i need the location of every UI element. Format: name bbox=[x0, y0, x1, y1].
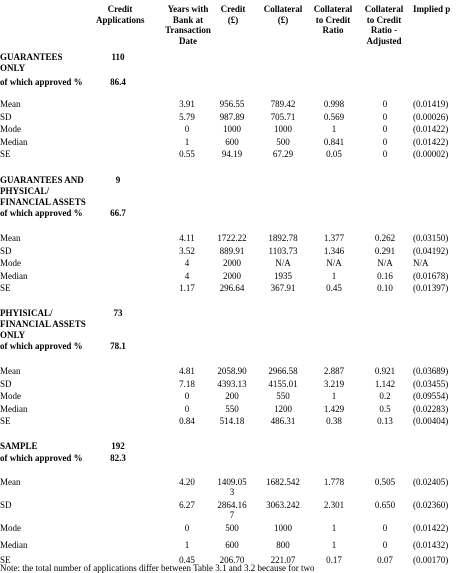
cell-years: 0.55 bbox=[179, 149, 195, 159]
row-label: Mean bbox=[0, 99, 21, 109]
cell-implied: (0.09554) bbox=[413, 391, 449, 401]
section-title: GUARANTEES ONLY bbox=[0, 52, 63, 73]
cell-ratio-adj: 0.07 bbox=[377, 555, 393, 565]
cell-ratio-adj: 0 bbox=[382, 523, 388, 533]
cell-credit: 94.19 bbox=[221, 149, 243, 159]
cell-implied: (0.03455) bbox=[413, 378, 449, 389]
section-count: 73 bbox=[113, 308, 123, 318]
cell-ratio: 1.346 bbox=[323, 245, 345, 256]
cell-years: 3.52 bbox=[179, 245, 195, 256]
cell-ratio: 0.998 bbox=[323, 99, 345, 109]
cell-collateral: 500 bbox=[276, 136, 290, 147]
cell-credit: 550 bbox=[225, 403, 239, 414]
row-label: Mode bbox=[0, 391, 21, 401]
cell-years: 0.45 bbox=[179, 555, 195, 565]
cell-credit: 2864.16 7 bbox=[217, 500, 247, 520]
cell-credit: 1409.05 3 bbox=[217, 477, 247, 497]
header-collateral-credit-ratio: Collateral to Credit Ratio bbox=[313, 4, 353, 35]
cell-years: 4 bbox=[184, 270, 190, 281]
cell-ratio: 2.887 bbox=[323, 366, 345, 376]
cell-ratio: 0.05 bbox=[326, 149, 342, 159]
row-label: Mean bbox=[0, 366, 21, 376]
cell-collateral: 1103.73 bbox=[268, 245, 298, 256]
table-note: Note: the total number of applications differ between Table 3.1 and 3.2 because for two bbox=[0, 563, 315, 573]
header-years-with-bank: Years with Bank at Transaction Date bbox=[165, 4, 211, 46]
approved-percent: 66.7 bbox=[110, 208, 126, 218]
row-label: Mean bbox=[0, 477, 21, 487]
row-label: SD bbox=[0, 378, 12, 389]
cell-implied: (0.02405) bbox=[413, 477, 449, 487]
approved-percent: 82.3 bbox=[110, 453, 126, 463]
cell-ratio: 0.17 bbox=[326, 555, 342, 565]
row-label: Median bbox=[0, 136, 28, 147]
cell-collateral: 221.07 bbox=[270, 555, 296, 565]
cell-years: 4.81 bbox=[179, 366, 195, 376]
row-label: SE bbox=[0, 283, 11, 293]
cell-collateral: 3063.242 bbox=[266, 500, 300, 510]
section-count: 9 bbox=[115, 175, 121, 185]
cell-credit: 4393.13 bbox=[217, 378, 247, 389]
cell-ratio-adj: 0.13 bbox=[377, 416, 393, 426]
cell-credit: 1000 bbox=[223, 124, 241, 134]
cell-collateral: 1000 bbox=[274, 124, 292, 134]
cell-ratio-adj: 0.16 bbox=[377, 270, 393, 281]
row-label: Median bbox=[0, 270, 28, 281]
cell-years: 0 bbox=[184, 523, 190, 533]
cell-years: 0 bbox=[184, 391, 190, 401]
section-count: 192 bbox=[111, 441, 125, 451]
row-label: Mode bbox=[0, 523, 21, 533]
cell-ratio-adj: 0.2 bbox=[379, 391, 391, 401]
cell-credit: 200 bbox=[225, 391, 239, 401]
cell-implied: (0.00026) bbox=[413, 111, 449, 122]
row-label: SD bbox=[0, 245, 12, 256]
cell-years: 3.91 bbox=[179, 99, 195, 109]
cell-ratio-adj: 0.5 bbox=[379, 403, 391, 414]
cell-ratio-adj: 0 bbox=[382, 149, 388, 159]
cell-ratio: 1.377 bbox=[323, 233, 345, 243]
cell-implied: (0.04192) bbox=[413, 245, 449, 256]
cell-years: 5.79 bbox=[179, 111, 195, 122]
cell-implied: (0.01678) bbox=[413, 270, 449, 281]
cell-ratio: 2.301 bbox=[323, 500, 345, 510]
cell-implied: (0.00170) bbox=[413, 555, 449, 565]
cell-collateral: 1200 bbox=[274, 403, 292, 414]
header-credit: Credit (£) bbox=[220, 4, 246, 25]
cell-credit: 600 bbox=[225, 136, 239, 147]
row-label: Mode bbox=[0, 124, 21, 134]
section-title: SAMPLE bbox=[0, 441, 38, 451]
row-label: SE bbox=[0, 149, 11, 159]
cell-collateral: 1935 bbox=[274, 270, 292, 281]
cell-years: 7.18 bbox=[179, 378, 195, 389]
cell-ratio-adj: 0 bbox=[382, 111, 388, 122]
cell-years: 0.84 bbox=[179, 416, 195, 426]
cell-collateral: 4155.01 bbox=[268, 378, 298, 389]
cell-collateral: 486.31 bbox=[270, 416, 296, 426]
cell-implied: (0.02283) bbox=[413, 403, 449, 414]
cell-years: 1 bbox=[184, 540, 190, 550]
cell-implied: (0.01422) bbox=[413, 523, 449, 533]
row-label: SE bbox=[0, 555, 11, 565]
section-count: 110 bbox=[111, 52, 125, 62]
row-label: SD bbox=[0, 111, 12, 122]
cell-credit: 2000 bbox=[223, 270, 241, 281]
approved-label: of which approved % bbox=[0, 77, 83, 87]
cell-ratio-adj: 0 bbox=[382, 136, 388, 147]
cell-years: 4 bbox=[184, 258, 190, 268]
cell-collateral: N/A bbox=[275, 258, 291, 268]
cell-collateral: 705.71 bbox=[270, 111, 296, 122]
cell-ratio: 1 bbox=[331, 523, 337, 533]
row-label: SE bbox=[0, 416, 11, 426]
approved-label: of which approved % bbox=[0, 453, 83, 463]
row-label: Mean bbox=[0, 233, 21, 243]
cell-collateral: 67.29 bbox=[272, 149, 294, 159]
cell-credit: 1722.22 bbox=[217, 233, 247, 243]
cell-implied: N/A bbox=[413, 258, 429, 268]
cell-ratio-adj: 0 bbox=[382, 124, 388, 134]
cell-ratio: 1.778 bbox=[323, 477, 345, 487]
cell-years: 4.20 bbox=[179, 477, 195, 487]
cell-credit: 889.91 bbox=[219, 245, 245, 256]
cell-ratio-adj: 0.921 bbox=[374, 366, 396, 376]
approved-percent: 78.1 bbox=[110, 341, 126, 351]
row-label: SD bbox=[0, 500, 12, 510]
cell-ratio-adj: 0 bbox=[382, 540, 388, 550]
cell-ratio-adj: 0.262 bbox=[374, 233, 396, 243]
cell-implied: (0.01432) bbox=[413, 540, 449, 550]
cell-collateral: 789.42 bbox=[270, 99, 296, 109]
section-title: GUARANTEES AND PHYSICAL/ FINANCIAL ASSETS bbox=[0, 175, 86, 207]
cell-collateral: 2966.58 bbox=[268, 366, 298, 376]
cell-ratio: N/A bbox=[326, 258, 342, 268]
cell-credit: 206.70 bbox=[219, 555, 245, 565]
cell-collateral: 550 bbox=[276, 391, 290, 401]
cell-years: 4.11 bbox=[179, 233, 195, 243]
cell-years: 1.17 bbox=[179, 283, 195, 293]
cell-years: 1 bbox=[184, 136, 190, 147]
cell-credit: 514.18 bbox=[219, 416, 245, 426]
cell-ratio: 0.841 bbox=[323, 136, 345, 147]
cell-ratio: 1 bbox=[331, 391, 337, 401]
cell-years: 6.27 bbox=[179, 500, 195, 510]
cell-collateral: 1000 bbox=[274, 523, 292, 533]
cell-credit: 2000 bbox=[223, 258, 241, 268]
cell-implied: (0.01419) bbox=[413, 99, 449, 109]
cell-collateral: 1682.542 bbox=[266, 477, 300, 487]
row-label: Mode bbox=[0, 258, 21, 268]
cell-ratio-adj: N/A bbox=[377, 258, 393, 268]
cell-ratio: 3.219 bbox=[323, 378, 345, 389]
cell-ratio: 1 bbox=[331, 124, 337, 134]
cell-implied: (0.01422) bbox=[413, 136, 449, 147]
cell-implied: (0.00002) bbox=[413, 149, 449, 159]
cell-implied: (0.01397) bbox=[413, 283, 449, 293]
cell-credit: 987.89 bbox=[219, 111, 245, 122]
approved-percent: 86.4 bbox=[110, 77, 126, 87]
cell-implied: (0.01422) bbox=[413, 124, 449, 134]
cell-ratio: 1 bbox=[331, 270, 337, 281]
header-collateral-credit-ratio-adjusted: Collateral to Credit Ratio - Adjusted bbox=[364, 4, 404, 46]
cell-credit: 956.55 bbox=[219, 99, 245, 109]
cell-implied: (0.02360) bbox=[413, 500, 449, 510]
cell-ratio-adj: 0.505 bbox=[374, 477, 396, 487]
cell-ratio-adj: 1.142 bbox=[374, 378, 396, 389]
cell-collateral: 367.91 bbox=[270, 283, 296, 293]
cell-ratio: 1.429 bbox=[323, 403, 345, 414]
cell-credit: 500 bbox=[225, 523, 239, 533]
cell-ratio-adj: 0.10 bbox=[377, 283, 393, 293]
cell-ratio-adj: 0 bbox=[382, 99, 388, 109]
section-title: PHYISICAL/ FINANCIAL ASSETS ONLY bbox=[0, 308, 86, 340]
cell-collateral: 1892.78 bbox=[268, 233, 298, 243]
approved-label: of which approved % bbox=[0, 208, 83, 218]
cell-ratio-adj: 0.291 bbox=[374, 245, 396, 256]
cell-years: 0 bbox=[184, 403, 190, 414]
approved-label: of which approved % bbox=[0, 341, 83, 351]
header-implied-p: Implied p bbox=[413, 4, 451, 14]
cell-years: 0 bbox=[184, 124, 190, 134]
header-collateral: Collateral (£) bbox=[263, 4, 303, 25]
row-label: Median bbox=[0, 403, 28, 414]
cell-ratio: 0.45 bbox=[326, 283, 342, 293]
row-label: Median bbox=[0, 540, 28, 550]
cell-ratio: 1 bbox=[331, 540, 337, 550]
cell-credit: 296.64 bbox=[219, 283, 245, 293]
cell-credit: 600 bbox=[225, 540, 239, 550]
cell-ratio: 0.38 bbox=[326, 416, 342, 426]
cell-ratio-adj: 0.650 bbox=[374, 500, 396, 510]
header-credit-applications: Credit Applications bbox=[96, 4, 145, 25]
cell-credit: 2058.90 bbox=[217, 366, 247, 376]
cell-implied: (0.03689) bbox=[413, 366, 449, 376]
cell-collateral: 800 bbox=[276, 540, 290, 550]
cell-implied: (0.03150) bbox=[413, 233, 449, 243]
cell-implied: (0.00404) bbox=[413, 416, 449, 426]
cell-ratio: 0.569 bbox=[323, 111, 345, 122]
